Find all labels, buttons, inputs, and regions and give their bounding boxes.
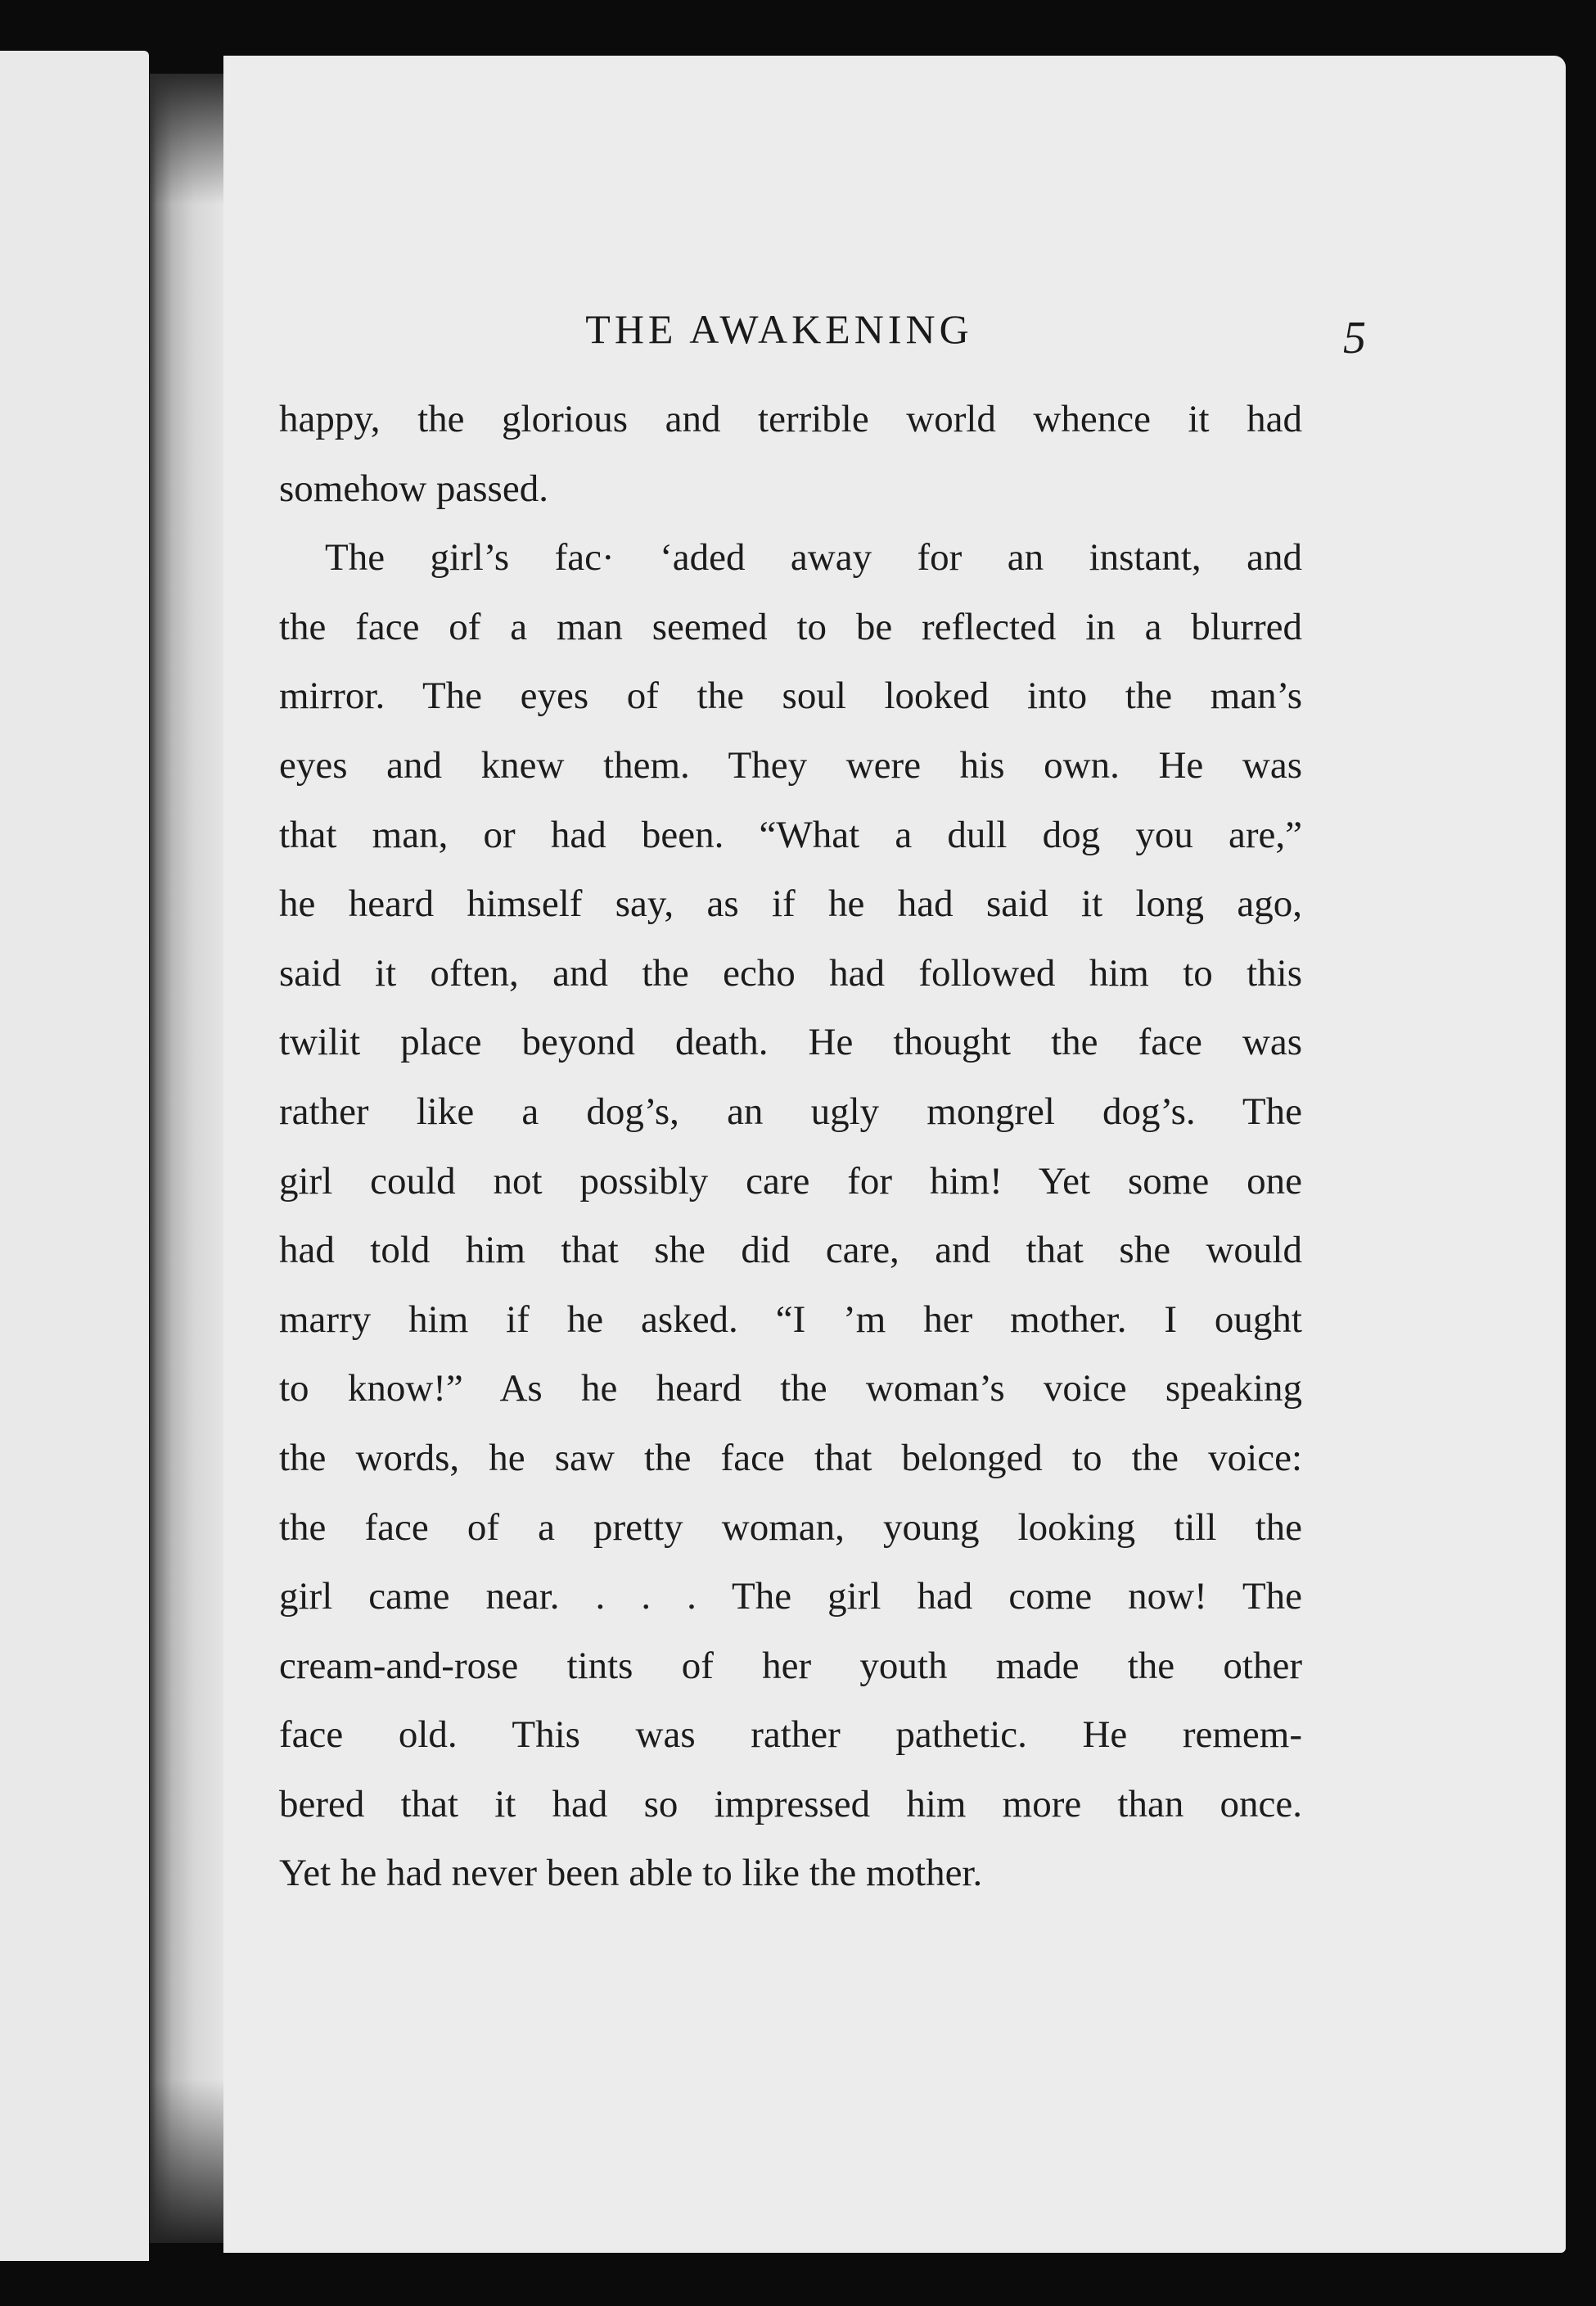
text-line: mirror. The eyes of the soul looked into the man’s	[279, 675, 1302, 718]
text-line: girl came near. . . . The girl had come now! The	[279, 1575, 1302, 1618]
page-number: 5	[1343, 313, 1366, 363]
text-line: Yet he had never been able to like the mother.	[279, 1852, 983, 1895]
text-line: The girl’s fac· ‘aded away for an instant, and	[325, 536, 1302, 580]
text-line: face old. This was rather pathetic. He remem-	[279, 1713, 1302, 1757]
text-line: happy, the glorious and terrible world whence it had	[279, 398, 1302, 440]
text-line: bered that it had so impressed him more than once.	[279, 1782, 1302, 1825]
book-page	[223, 56, 1566, 2253]
text-line: eyes and knew them. They were his own. He was	[279, 743, 1302, 787]
text-line: cream-and-rose tints of her youth made the other	[279, 1644, 1302, 1687]
book-gutter	[150, 74, 223, 2243]
running-title: THE AWAKENING	[585, 306, 973, 352]
text-line: the words, he saw the face that belonged to the voice:	[279, 1436, 1302, 1479]
text-line: had told him that she did care, and that she would	[279, 1229, 1302, 1272]
text-line: the face of a pretty woman, young looking till the	[279, 1505, 1302, 1549]
text-line: the face of a man seemed to be reflected in a blurred	[279, 605, 1302, 648]
text-line: that man, or had been. “What a dull dog you are,”	[279, 813, 1302, 856]
text-line: twilit place beyond death. He thought the face was	[279, 1021, 1302, 1064]
running-head	[277, 305, 1366, 387]
text-line: marry him if he asked. “I ’m her mother. I ought	[279, 1297, 1302, 1341]
text-line: to know!” As he heard the woman’s voice speaking	[279, 1367, 1302, 1410]
text-line: rather like a dog’s, an ugly mongrel dog’s. The	[279, 1090, 1302, 1133]
text-line: said it often, and the echo had followed him to this	[279, 951, 1302, 995]
previous-page-edge	[0, 51, 149, 2261]
text-line: girl could not possibly care for him! Yet some one	[279, 1159, 1302, 1203]
text-line: he heard himself say, as if he had said it long ago,	[279, 882, 1302, 926]
text-line: somehow passed.	[279, 467, 548, 510]
body-text	[279, 385, 1302, 1908]
